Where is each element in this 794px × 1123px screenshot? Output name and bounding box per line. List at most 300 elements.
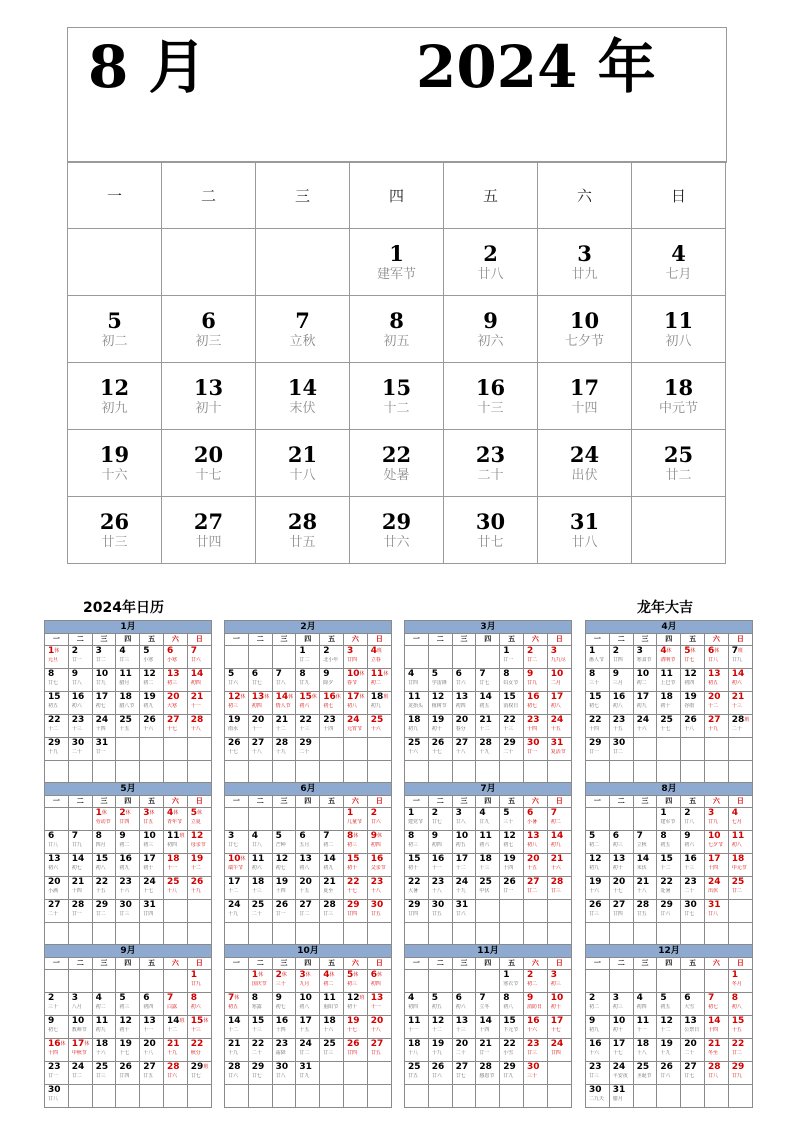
mini-day-number [681, 1039, 704, 1050]
mini-lunar-label: 十六 [370, 726, 381, 732]
mini-lunar-label: 秋分 [190, 1050, 201, 1056]
mini-day-number [705, 715, 728, 726]
mini-empty-cell [45, 923, 69, 946]
mini-lunar-label: 十五 [119, 726, 130, 732]
mini-day-number [500, 831, 523, 842]
mini-day-value: 19 [346, 1016, 360, 1026]
mini-day-cell [92, 1039, 116, 1062]
mini-empty-cell [452, 923, 476, 946]
mini-day-cell [320, 1016, 344, 1039]
mini-lunar-label: 初九 [95, 1027, 106, 1033]
mini-day-number [500, 1016, 523, 1027]
mini-day-cell [405, 877, 429, 900]
weekday-7: 日 [632, 162, 726, 229]
mini-day-cell [272, 669, 296, 692]
mini-lunar-label: 大暑 [408, 888, 419, 894]
mini-day-number [368, 646, 391, 657]
mini-day-value: 31 [612, 1085, 626, 1095]
weekday-4: 四 [350, 162, 444, 229]
mini-lunar-label: 廿八 [48, 1096, 59, 1102]
mini-day-cell [248, 692, 272, 715]
mini-day-value: 22 [299, 715, 312, 725]
mini-lunar-label: 廿六 [370, 819, 381, 825]
mini-day-number [93, 1062, 116, 1073]
mini-lunar-label: 廿二 [731, 1050, 742, 1056]
mini-day-number [634, 831, 657, 842]
mini-day-number [610, 738, 633, 749]
mini-lunar-label: 十二 [431, 1027, 442, 1033]
mini-day-number [453, 738, 476, 749]
mini-day-value: 19 [431, 1039, 445, 1049]
mini-lunar-label: 初十 [550, 1004, 561, 1010]
mini-day-cell [116, 646, 140, 669]
mini-day-value: 13 [684, 1016, 697, 1026]
mini-day-cell [500, 692, 524, 715]
mini-day-number [405, 831, 428, 842]
mini-day-cell [523, 1062, 547, 1085]
mini-lunar-label: 十六 [119, 888, 130, 894]
mini-lunar-label: 七夕节 [707, 842, 723, 848]
mini-day-value: 6 [251, 669, 259, 679]
mini-day-number [249, 970, 272, 981]
mini-lunar-label: 廿二 [526, 888, 537, 894]
mini-weekday: 三 [452, 958, 476, 970]
mini-day-value: 8 [299, 669, 306, 679]
mini-lunar-label: 初三 [346, 842, 357, 848]
mini-lunar-label: 廿四 [346, 657, 357, 663]
month-grid [67, 161, 726, 564]
mini-day-number [610, 877, 633, 888]
mini-empty-cell [272, 808, 296, 831]
mini-lunar-label: 廿六 [190, 657, 201, 663]
mini-empty-cell [92, 923, 116, 946]
mini-day-number [273, 715, 296, 726]
mini-day-number [657, 877, 680, 888]
mini-lunar-label: 初八 [346, 703, 357, 709]
year-motto: 龙年大吉 [637, 600, 693, 616]
mini-day-value: 22 [731, 1039, 745, 1049]
mini-lunar-label: 十四 [526, 726, 537, 732]
day-number: 4 [671, 240, 686, 266]
mini-day-cell [500, 993, 524, 1016]
mini-empty-cell [163, 761, 187, 784]
mini-day-number [249, 831, 272, 842]
mini-day-cell [140, 692, 164, 715]
mini-day-number [188, 669, 211, 680]
mini-lunar-label: 廿六 [660, 1073, 671, 1079]
mini-day-value: 18 [166, 854, 180, 864]
mini-day-number [273, 970, 296, 981]
mini-lunar-label: 十六 [95, 1050, 106, 1056]
mini-day-cell [272, 738, 296, 761]
mini-day-value: 17 [228, 877, 241, 887]
mini-day-cell [187, 669, 211, 692]
mini-weekday: 三 [452, 634, 476, 646]
mini-lunar-label: 十四 [707, 865, 718, 871]
day-cell [350, 363, 444, 430]
mini-empty-cell [500, 900, 524, 923]
mini-empty-cell [657, 970, 681, 993]
mini-day-number [188, 854, 211, 865]
mini-day-value: 11 [323, 993, 336, 1003]
mini-day-value: 14 [323, 854, 336, 864]
mini-day-cell [367, 970, 391, 993]
mini-empty-cell [367, 1085, 391, 1108]
mini-lunar-label: 夏至 [323, 888, 334, 894]
mini-day-value: 28 [275, 738, 289, 748]
mini-day-number [116, 877, 139, 888]
mini-day-value: 11 [479, 831, 492, 841]
mini-day-value: 22 [346, 877, 360, 887]
mini-lunar-label: 廿三 [119, 911, 130, 917]
mini-day-number [634, 669, 657, 680]
mini-lunar-label: 初四 [408, 1004, 419, 1010]
mini-day-value: 17 [707, 854, 721, 864]
mini-empty-cell [500, 1085, 524, 1108]
mini-day-cell [547, 669, 571, 692]
mini-day-cell [586, 1016, 610, 1039]
mini-lunar-label: 十九 [479, 749, 490, 755]
mini-day-cell [728, 715, 752, 738]
mini-day-number [681, 1016, 704, 1027]
mini-empty-cell [476, 646, 500, 669]
holiday-mark: 休 [690, 648, 696, 654]
mini-day-value: 27 [455, 1062, 469, 1072]
mini-lunar-label: 廿三 [95, 1073, 106, 1079]
mini-lunar-label: 二十 [684, 1050, 695, 1056]
mini-day-cell [272, 1039, 296, 1062]
mini-day-cell [609, 877, 633, 900]
mini-day-cell [405, 1039, 429, 1062]
mini-lunar-label: 廿六 [455, 911, 466, 917]
mini-day-number [610, 1062, 633, 1073]
mini-day-cell [476, 1016, 500, 1039]
mini-day-number [681, 877, 704, 888]
lunar-label: 七月 [665, 266, 692, 282]
weekday-3: 三 [256, 162, 350, 229]
mini-day-number [476, 854, 499, 865]
lunar-label: 廿二 [665, 467, 692, 483]
mini-lunar-label: 十三 [503, 726, 514, 732]
mini-lunar-label: 十七 [143, 888, 154, 894]
workday-mark: 班 [359, 995, 365, 1001]
mini-lunar-label: 初八 [503, 1004, 514, 1010]
mini-day-number [586, 715, 609, 726]
mini-day-value: 15 [346, 854, 360, 864]
mini-day-cell [343, 692, 367, 715]
mini-day-number [657, 900, 680, 911]
mini-lunar-label: 十五 [612, 726, 623, 732]
mini-lunar-label: 立春 [370, 657, 381, 663]
mini-day-number [657, 669, 680, 680]
mini-day-cell [547, 1039, 571, 1062]
mini-lunar-label: 廿三 [119, 657, 130, 663]
mini-empty-cell [367, 1062, 391, 1085]
mini-day-value: 24 [143, 877, 156, 887]
mini-day-number [657, 1062, 680, 1073]
mini-day-number [188, 970, 211, 981]
mini-day-cell [68, 738, 92, 761]
mini-day-cell [633, 900, 657, 923]
mini-day-number [296, 970, 319, 981]
mini-day-number [225, 1016, 248, 1027]
mini-day-value: 8 [48, 669, 55, 679]
mini-lunar-label: 初十 [346, 1004, 357, 1010]
mini-day-number [188, 831, 211, 842]
mini-day-cell [45, 831, 69, 854]
mini-day-number [729, 854, 752, 865]
mini-day-number [705, 877, 728, 888]
mini-day-cell [225, 1062, 249, 1085]
mini-empty-cell [704, 1085, 728, 1108]
mini-lunar-label: 廿六 [660, 911, 671, 917]
mini-day-cell [405, 1062, 429, 1085]
holiday-mark: 休 [359, 694, 365, 700]
mini-day-number [634, 877, 657, 888]
mini-day-cell [320, 715, 344, 738]
mini-lunar-label: 十五 [526, 865, 537, 871]
mini-lunar-label: 十三 [731, 703, 742, 709]
mini-lunar-label: 初六 [48, 865, 59, 871]
day-cell [350, 229, 444, 296]
mini-empty-cell [633, 738, 657, 761]
mini-day-value: 4 [408, 993, 415, 1003]
mini-weekday: 一 [586, 796, 610, 808]
mini-day-cell [500, 808, 524, 831]
mini-day-value: 20 [143, 1039, 156, 1049]
mini-day-value: 24 [95, 715, 109, 725]
mini-lunar-label: 初三 [228, 703, 239, 709]
mini-day-number [681, 831, 704, 842]
mini-empty-cell [320, 808, 344, 831]
mini-weekday: 二 [248, 796, 272, 808]
mini-day-value: 10 [346, 669, 360, 679]
mini-lunar-label: 廿二 [526, 657, 537, 663]
mini-empty-cell [476, 900, 500, 923]
mini-day-value: 30 [119, 900, 132, 910]
mini-day-value: 7 [479, 669, 486, 679]
mini-lunar-label: 初二 [143, 680, 154, 686]
mini-day-number [548, 808, 571, 819]
mini-day-number [476, 669, 499, 680]
mini-lunar-label: 廿四 [346, 1050, 357, 1056]
mini-lunar-label: 初三 [550, 981, 561, 987]
mini-empty-cell [547, 761, 571, 784]
mini-lunar-label: 廿七 [684, 911, 695, 917]
mini-weekday: 一 [225, 634, 249, 646]
mini-lunar-label: 廿四 [408, 911, 419, 917]
mini-day-number [453, 993, 476, 1004]
mini-lunar-label: 初五 [660, 1004, 671, 1010]
mini-day-cell [45, 877, 69, 900]
mini-empty-cell [428, 646, 452, 669]
mini-day-number [405, 993, 428, 1004]
mini-day-value: 29 [346, 900, 360, 910]
mini-day-value: 21 [323, 877, 336, 887]
mini-day-value: 15 [731, 1016, 745, 1026]
mini-empty-cell [657, 1085, 681, 1108]
mini-day-value: 9 [370, 831, 378, 841]
day-cell [444, 229, 538, 296]
mini-day-cell [320, 831, 344, 854]
mini-day-number [705, 692, 728, 703]
lunar-label: 初十 [195, 400, 222, 416]
mini-lunar-label: 教师节 [71, 1027, 87, 1033]
mini-day-number [476, 715, 499, 726]
mini-day-number [453, 808, 476, 819]
day-number: 24 [569, 441, 600, 467]
mini-day-value: 4 [408, 669, 415, 679]
mini-day-number [405, 854, 428, 865]
holiday-mark: 休 [335, 694, 341, 700]
mini-day-number [500, 970, 523, 981]
day-number: 18 [663, 374, 694, 400]
mini-day-value: 17 [455, 854, 469, 864]
mini-lunar-label: 公祭日 [684, 1027, 700, 1033]
mini-day-number [320, 831, 343, 842]
mini-day-cell [523, 1016, 547, 1039]
mini-lunar-label: 十三 [190, 1027, 201, 1033]
lunar-label: 初九 [101, 400, 128, 416]
mini-day-value: 6 [455, 993, 462, 1003]
mini-day-number [634, 692, 657, 703]
mini-day-value: 9 [119, 831, 126, 841]
mini-lunar-label: 廿六 [166, 1073, 177, 1079]
mini-day-number [249, 900, 272, 911]
mini-day-number [225, 669, 248, 680]
mini-day-value: 15 [190, 1016, 204, 1026]
mini-empty-cell [343, 1062, 367, 1085]
mini-day-number [610, 715, 633, 726]
mini-day-value: 29 [503, 1062, 516, 1072]
mini-empty-cell [476, 761, 500, 784]
mini-lunar-label: 三十 [589, 680, 600, 686]
mini-day-number [344, 715, 367, 726]
mini-day-number [586, 900, 609, 911]
mini-weekday: 六 [163, 958, 187, 970]
mini-lunar-label: 小满 [48, 888, 59, 894]
day-cell [68, 497, 162, 564]
mini-lunar-label: 十七 [166, 726, 177, 732]
mini-day-number [657, 692, 680, 703]
mini-day-number [320, 877, 343, 888]
mini-lunar-label: 廿三 [550, 888, 561, 894]
mini-day-number [610, 1085, 633, 1096]
mini-day-number [69, 831, 92, 842]
mini-day-cell [586, 1062, 610, 1085]
mini-day-number [548, 970, 571, 981]
mini-lunar-label: 廿三 [526, 1050, 537, 1056]
mini-day-number [116, 1062, 139, 1073]
mini-weekday: 二 [609, 796, 633, 808]
mini-lunar-label: 白露 [166, 1004, 177, 1010]
mini-day-number [273, 877, 296, 888]
mini-lunar-label: 儿童节 [346, 819, 362, 825]
mini-weekday: 三 [272, 958, 296, 970]
mini-day-cell [272, 715, 296, 738]
mini-lunar-label: 冬至 [707, 1050, 718, 1056]
mini-month-title: 4月 [586, 621, 753, 634]
mini-day-cell [704, 646, 728, 669]
mini-lunar-label: 十四 [503, 865, 514, 871]
mini-day-number [453, 1016, 476, 1027]
mini-weekday: 二 [68, 796, 92, 808]
mini-weekday: 四 [476, 958, 500, 970]
mini-day-number [140, 831, 163, 842]
day-number: 15 [381, 374, 412, 400]
mini-day-number [368, 715, 391, 726]
mini-day-number [548, 831, 571, 842]
lunar-label: 初六 [477, 333, 504, 349]
mini-lunar-label: 廿九 [707, 819, 718, 825]
mini-day-number [429, 1039, 452, 1050]
mini-day-number [116, 993, 139, 1004]
mini-day-value: 3 [71, 993, 79, 1003]
mini-day-value: 13 [707, 669, 721, 679]
mini-day-value: 4 [479, 808, 486, 818]
mini-day-number [116, 1016, 139, 1027]
mini-lunar-label: 廿八 [684, 819, 695, 825]
mini-lunar-label: 十八 [190, 726, 201, 732]
mini-lunar-label: 初五 [660, 842, 671, 848]
mini-empty-cell [163, 923, 187, 946]
mini-day-number [453, 692, 476, 703]
mini-weekday: 六 [523, 958, 547, 970]
mini-day-value: 26 [431, 1062, 445, 1072]
mini-day-cell [728, 692, 752, 715]
mini-day-value: 5 [119, 993, 126, 1003]
day-number: 14 [287, 374, 318, 400]
mini-day-number [140, 854, 163, 865]
mini-day-value: 11 [660, 669, 673, 679]
mini-empty-cell [296, 761, 320, 784]
mini-day-number [453, 831, 476, 842]
mini-day-cell [500, 877, 524, 900]
mini-lunar-label: 廿七 [48, 680, 59, 686]
mini-day-value: 30 [431, 900, 445, 910]
mini-lunar-label: 春节 [346, 680, 357, 686]
mini-day-number [296, 692, 319, 703]
mini-day-value: 22 [408, 877, 421, 887]
mini-empty-cell [681, 970, 705, 993]
mini-day-cell [45, 738, 69, 761]
mini-day-number [69, 1039, 92, 1050]
mini-day-cell [428, 854, 452, 877]
mini-empty-cell [187, 738, 211, 761]
mini-lunar-label: 建党节 [408, 819, 424, 825]
mini-lunar-label: 廿九 [299, 1073, 310, 1079]
mini-day-number [188, 692, 211, 703]
mini-day-value: 26 [346, 1039, 360, 1049]
lunar-label: 中元节 [658, 400, 698, 416]
mini-day-cell [586, 715, 610, 738]
mini-empty-cell [225, 808, 249, 831]
mini-day-number [368, 877, 391, 888]
mini-day-value: 31 [95, 738, 109, 748]
mini-lunar-label: 十一 [166, 865, 177, 871]
mini-lunar-label: 十二 [479, 726, 490, 732]
mini-day-value: 29 [190, 1062, 204, 1072]
mini-weekday: 三 [92, 634, 116, 646]
mini-day-cell [163, 993, 187, 1016]
mini-weekday: 六 [163, 634, 187, 646]
mini-day-number [45, 831, 68, 842]
mini-lunar-label: 初九 [370, 703, 381, 709]
mini-lunar-label: 十七 [346, 1027, 357, 1033]
mini-lunar-label: 二十 [455, 1050, 466, 1056]
mini-day-number [610, 993, 633, 1004]
mini-day-value: 1 [660, 808, 667, 818]
